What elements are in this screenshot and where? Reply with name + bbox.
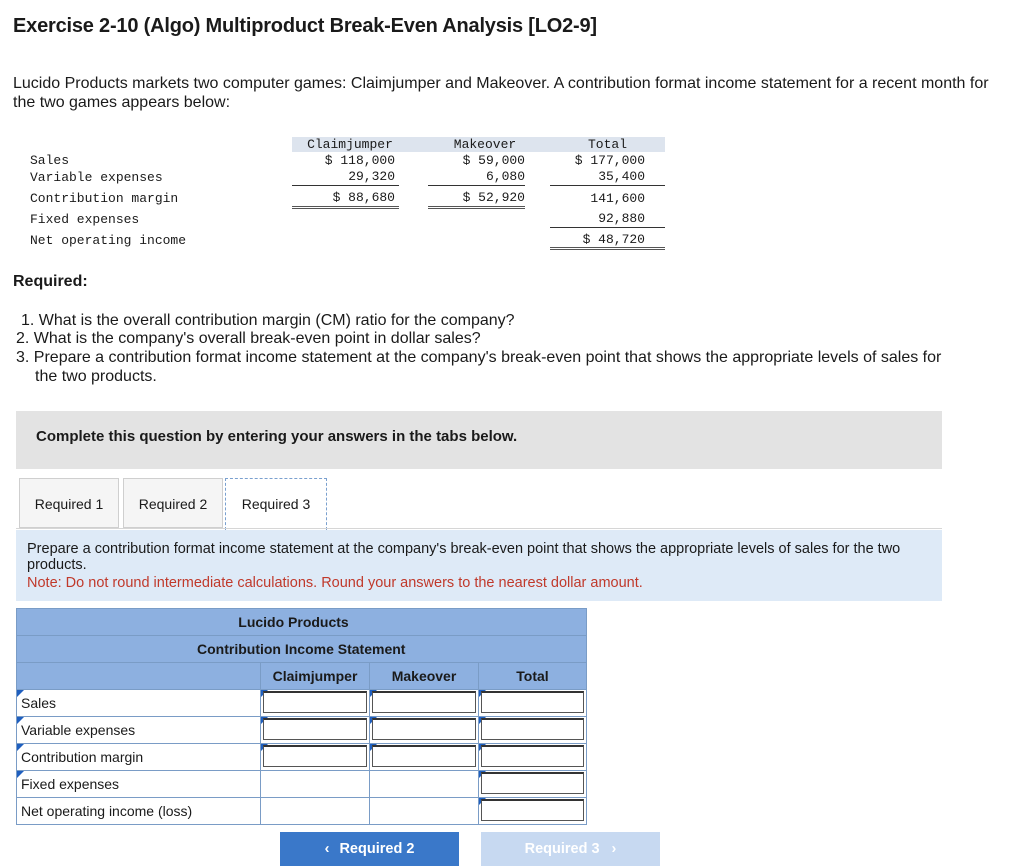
- fixed-total: 92,880: [598, 211, 645, 226]
- answer-income-statement: [16, 608, 587, 825]
- input-marker-icon: [17, 771, 24, 778]
- empty-cell: [261, 771, 370, 798]
- double-underline: [550, 247, 665, 250]
- row-label-sales: Sales: [17, 690, 261, 717]
- cm-total: 141,600: [590, 191, 645, 206]
- col-header-claimjumper: Claimjumper: [307, 137, 393, 152]
- row-label-net-operating-income: Net operating income (loss): [17, 798, 261, 825]
- prev-button[interactable]: [280, 832, 459, 866]
- sales-total-input[interactable]: [481, 691, 584, 713]
- header-blank: [17, 663, 261, 690]
- sales-makeover: $ 59,000: [462, 153, 525, 168]
- question-2: 2. What is the company's overall break-even point in dollar sales?: [16, 330, 481, 347]
- instruction-text: Prepare a contribution format income statement at the company's break-even point that shows the appropriate levels of sales for the two products.: [27, 541, 901, 573]
- sales-makeover-input[interactable]: [372, 691, 476, 713]
- page-title: Exercise 2-10 (Algo) Multiproduct Break-Even Analysis [LO2-9]: [13, 15, 597, 37]
- variable-claimjumper-input[interactable]: [263, 718, 367, 740]
- banner-text: Complete this question by entering your answers in the tabs below.: [36, 428, 518, 445]
- next-button-label: Required 3: [524, 841, 600, 857]
- statement-label-noi: Net operating income: [30, 233, 187, 248]
- input-marker-icon: [17, 744, 24, 751]
- col-claimjumper: Claimjumper: [261, 663, 370, 690]
- underline: [292, 185, 399, 186]
- noi-total-input[interactable]: [481, 799, 584, 821]
- sales-claimjumper-input[interactable]: [263, 691, 367, 713]
- cm-total-input[interactable]: [481, 745, 584, 767]
- statement-label-variable: Variable expenses: [30, 170, 163, 185]
- col-header-total: Total: [587, 137, 627, 152]
- variable-makeover-input[interactable]: [372, 718, 476, 740]
- row-label-fixed-expenses: Fixed expenses: [17, 771, 261, 798]
- instruction-panel: [16, 530, 942, 601]
- sales-claimjumper: $ 118,000: [324, 153, 395, 168]
- statement-label-contribution: Contribution margin: [30, 191, 179, 206]
- variable-total: 35,400: [598, 169, 645, 184]
- underline: [428, 185, 525, 186]
- intro-text: Lucido Products markets two computer games: Claimjumper and Makeover. A contribution format income statement for a recent month for the two games appears below:: [13, 75, 989, 111]
- company-name: Lucido Products: [17, 609, 587, 636]
- variable-makeover: 6,080: [485, 169, 525, 184]
- instructions-banner: [16, 411, 942, 469]
- col-makeover: Makeover: [370, 663, 479, 690]
- input-marker-icon: [17, 717, 24, 724]
- cm-claimjumper: $ 88,680: [332, 190, 395, 205]
- tab-required-1[interactable]: Required 1: [19, 478, 119, 528]
- question-3: 3. Prepare a contribution format income statement at the company's break-even point that shows the appropriate levels of sales for: [16, 349, 942, 366]
- statement-label-sales: Sales: [30, 153, 70, 168]
- variable-total-input[interactable]: [481, 718, 584, 740]
- cm-makeover-input[interactable]: [372, 745, 476, 767]
- double-underline: [428, 206, 525, 209]
- empty-cell: [370, 771, 479, 798]
- tab-required-3[interactable]: Required 3: [225, 478, 327, 530]
- tab-divider: [16, 528, 942, 529]
- noi-total: $ 48,720: [582, 232, 645, 247]
- col-total: Total: [479, 663, 587, 690]
- rounding-note: Note: Do not round intermediate calculations. Round your answers to the nearest dollar amount.: [27, 575, 643, 591]
- required-heading: Required:: [13, 273, 88, 290]
- chevron-right-icon: ›: [611, 841, 617, 857]
- variable-claimjumper: 29,320: [348, 169, 395, 184]
- row-label-contribution-margin: Contribution margin: [17, 744, 261, 771]
- empty-cell: [370, 798, 479, 825]
- cm-makeover: $ 52,920: [462, 190, 525, 205]
- underline: [550, 185, 665, 186]
- sales-total: $ 177,000: [574, 153, 645, 168]
- prev-button-label: Required 2: [339, 841, 415, 857]
- fixed-total-input[interactable]: [481, 772, 584, 794]
- col-header-makeover: Makeover: [453, 137, 517, 152]
- double-underline: [292, 206, 399, 209]
- question-3-cont: the two products.: [35, 368, 157, 385]
- question-1: 1. What is the overall contribution margin (CM) ratio for the company?: [21, 312, 515, 329]
- empty-cell: [261, 798, 370, 825]
- underline: [550, 227, 665, 228]
- statement-label-fixed: Fixed expenses: [30, 212, 140, 227]
- next-button[interactable]: [481, 832, 660, 866]
- input-marker-icon: [17, 690, 24, 697]
- statement-title: Contribution Income Statement: [17, 636, 587, 663]
- row-label-variable-expenses: Variable expenses: [17, 717, 261, 744]
- chevron-left-icon: ‹: [324, 841, 330, 857]
- tab-required-2[interactable]: Required 2: [123, 478, 223, 528]
- cm-claimjumper-input[interactable]: [263, 745, 367, 767]
